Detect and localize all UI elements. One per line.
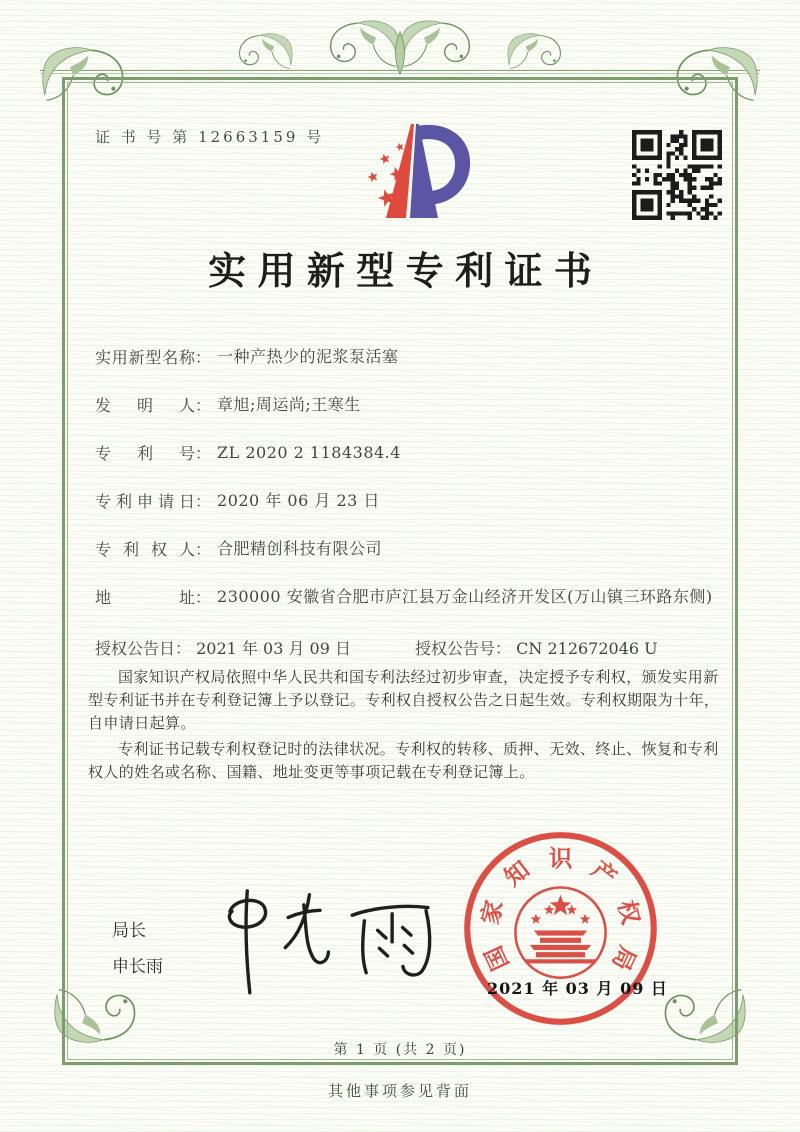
field-colon: ：	[195, 492, 212, 511]
field-colon: ：	[195, 588, 212, 607]
field-label: 专利号	[95, 444, 195, 463]
svg-text:知: 知	[499, 855, 535, 892]
field-label: 专利权人	[95, 540, 195, 559]
emblem-stars	[531, 895, 591, 924]
svg-text:产: 产	[586, 855, 622, 892]
field-label: 实用新型名称	[95, 348, 195, 367]
svg-text:国: 国	[479, 941, 515, 975]
cnipa-official-seal-icon	[458, 826, 663, 1031]
field-colon: ：	[175, 639, 192, 658]
field-patentee	[95, 537, 720, 561]
field-colon: ：	[195, 348, 212, 367]
field-filing-date	[95, 489, 720, 513]
field-patent-number	[95, 441, 720, 465]
field-value: 一种产热少的泥浆泵活塞	[217, 347, 399, 366]
field-label: 专利申请日	[95, 492, 195, 511]
svg-text:家: 家	[475, 897, 509, 928]
legal-text-block	[88, 666, 720, 787]
field-label: 发明人	[95, 396, 195, 415]
cnipa-patent-logo-icon	[350, 114, 480, 226]
field-address	[95, 585, 720, 609]
field-grant-row	[95, 636, 720, 659]
page-number: 第 1 页 (共 2 页)	[333, 1042, 467, 1058]
field-colon: ：	[195, 396, 212, 415]
grant-date	[95, 639, 351, 658]
legal-paragraph-2: 专利证书记载专利权登记时的法律状况。专利权的转移、质押、无效、终止、恢复和专利权人的姓名或名称、国籍、地址变更等事项记载在专利登记簿上。	[88, 740, 719, 781]
field-value: CN 212672046 U	[516, 639, 658, 658]
director-title: 局长	[112, 921, 146, 941]
legal-paragraph-1: 国家知识产权局依照中华人民共和国专利法经过初步审查，决定授予专利权，颁发实用新型专利证书并在专利登记簿上予以登记。专利权自授权公告之日起生效。专利权期限为十年，自申请日起算。	[88, 668, 720, 732]
certificate-title: 实用新型专利证书	[208, 248, 604, 293]
field-utility-model-name	[95, 345, 720, 369]
field-value: 230000 安徽省合肥市庐江县万金山经济开发区(万山镇三环路东侧)	[217, 587, 713, 606]
field-value: 2021 年 03 月 09 日	[196, 639, 351, 658]
certificate-number: 证 书 号 第 12663159 号	[95, 128, 325, 146]
svg-text:权: 权	[612, 897, 646, 928]
field-value: 合肥精创科技有限公司	[217, 539, 383, 558]
qr-code	[632, 130, 722, 220]
grant-number	[415, 636, 658, 659]
svg-text:识: 识	[548, 844, 573, 873]
svg-text:局: 局	[606, 941, 642, 975]
field-value: 2020 年 06 月 23 日	[217, 491, 380, 510]
field-colon: ：	[495, 639, 512, 658]
director-name: 申长雨	[112, 957, 163, 977]
back-side-note: 其他事项参见背面	[327, 1082, 472, 1100]
field-label: 授权公告号	[415, 639, 496, 658]
seal-date: 2021 年 03 月 09 日	[487, 979, 668, 998]
field-value: ZL 2020 2 1184384.4	[217, 443, 401, 462]
field-label: 授权公告日	[95, 639, 176, 658]
field-value: 章旭;周运尚;王寒生	[217, 395, 361, 414]
field-colon: ：	[195, 444, 212, 463]
field-inventors	[95, 393, 720, 417]
national-emblem-icon	[515, 888, 605, 978]
field-colon: ：	[195, 540, 212, 559]
director-signature-icon	[213, 878, 447, 1001]
field-label: 地址	[95, 588, 195, 607]
grant-wrap	[95, 636, 720, 659]
